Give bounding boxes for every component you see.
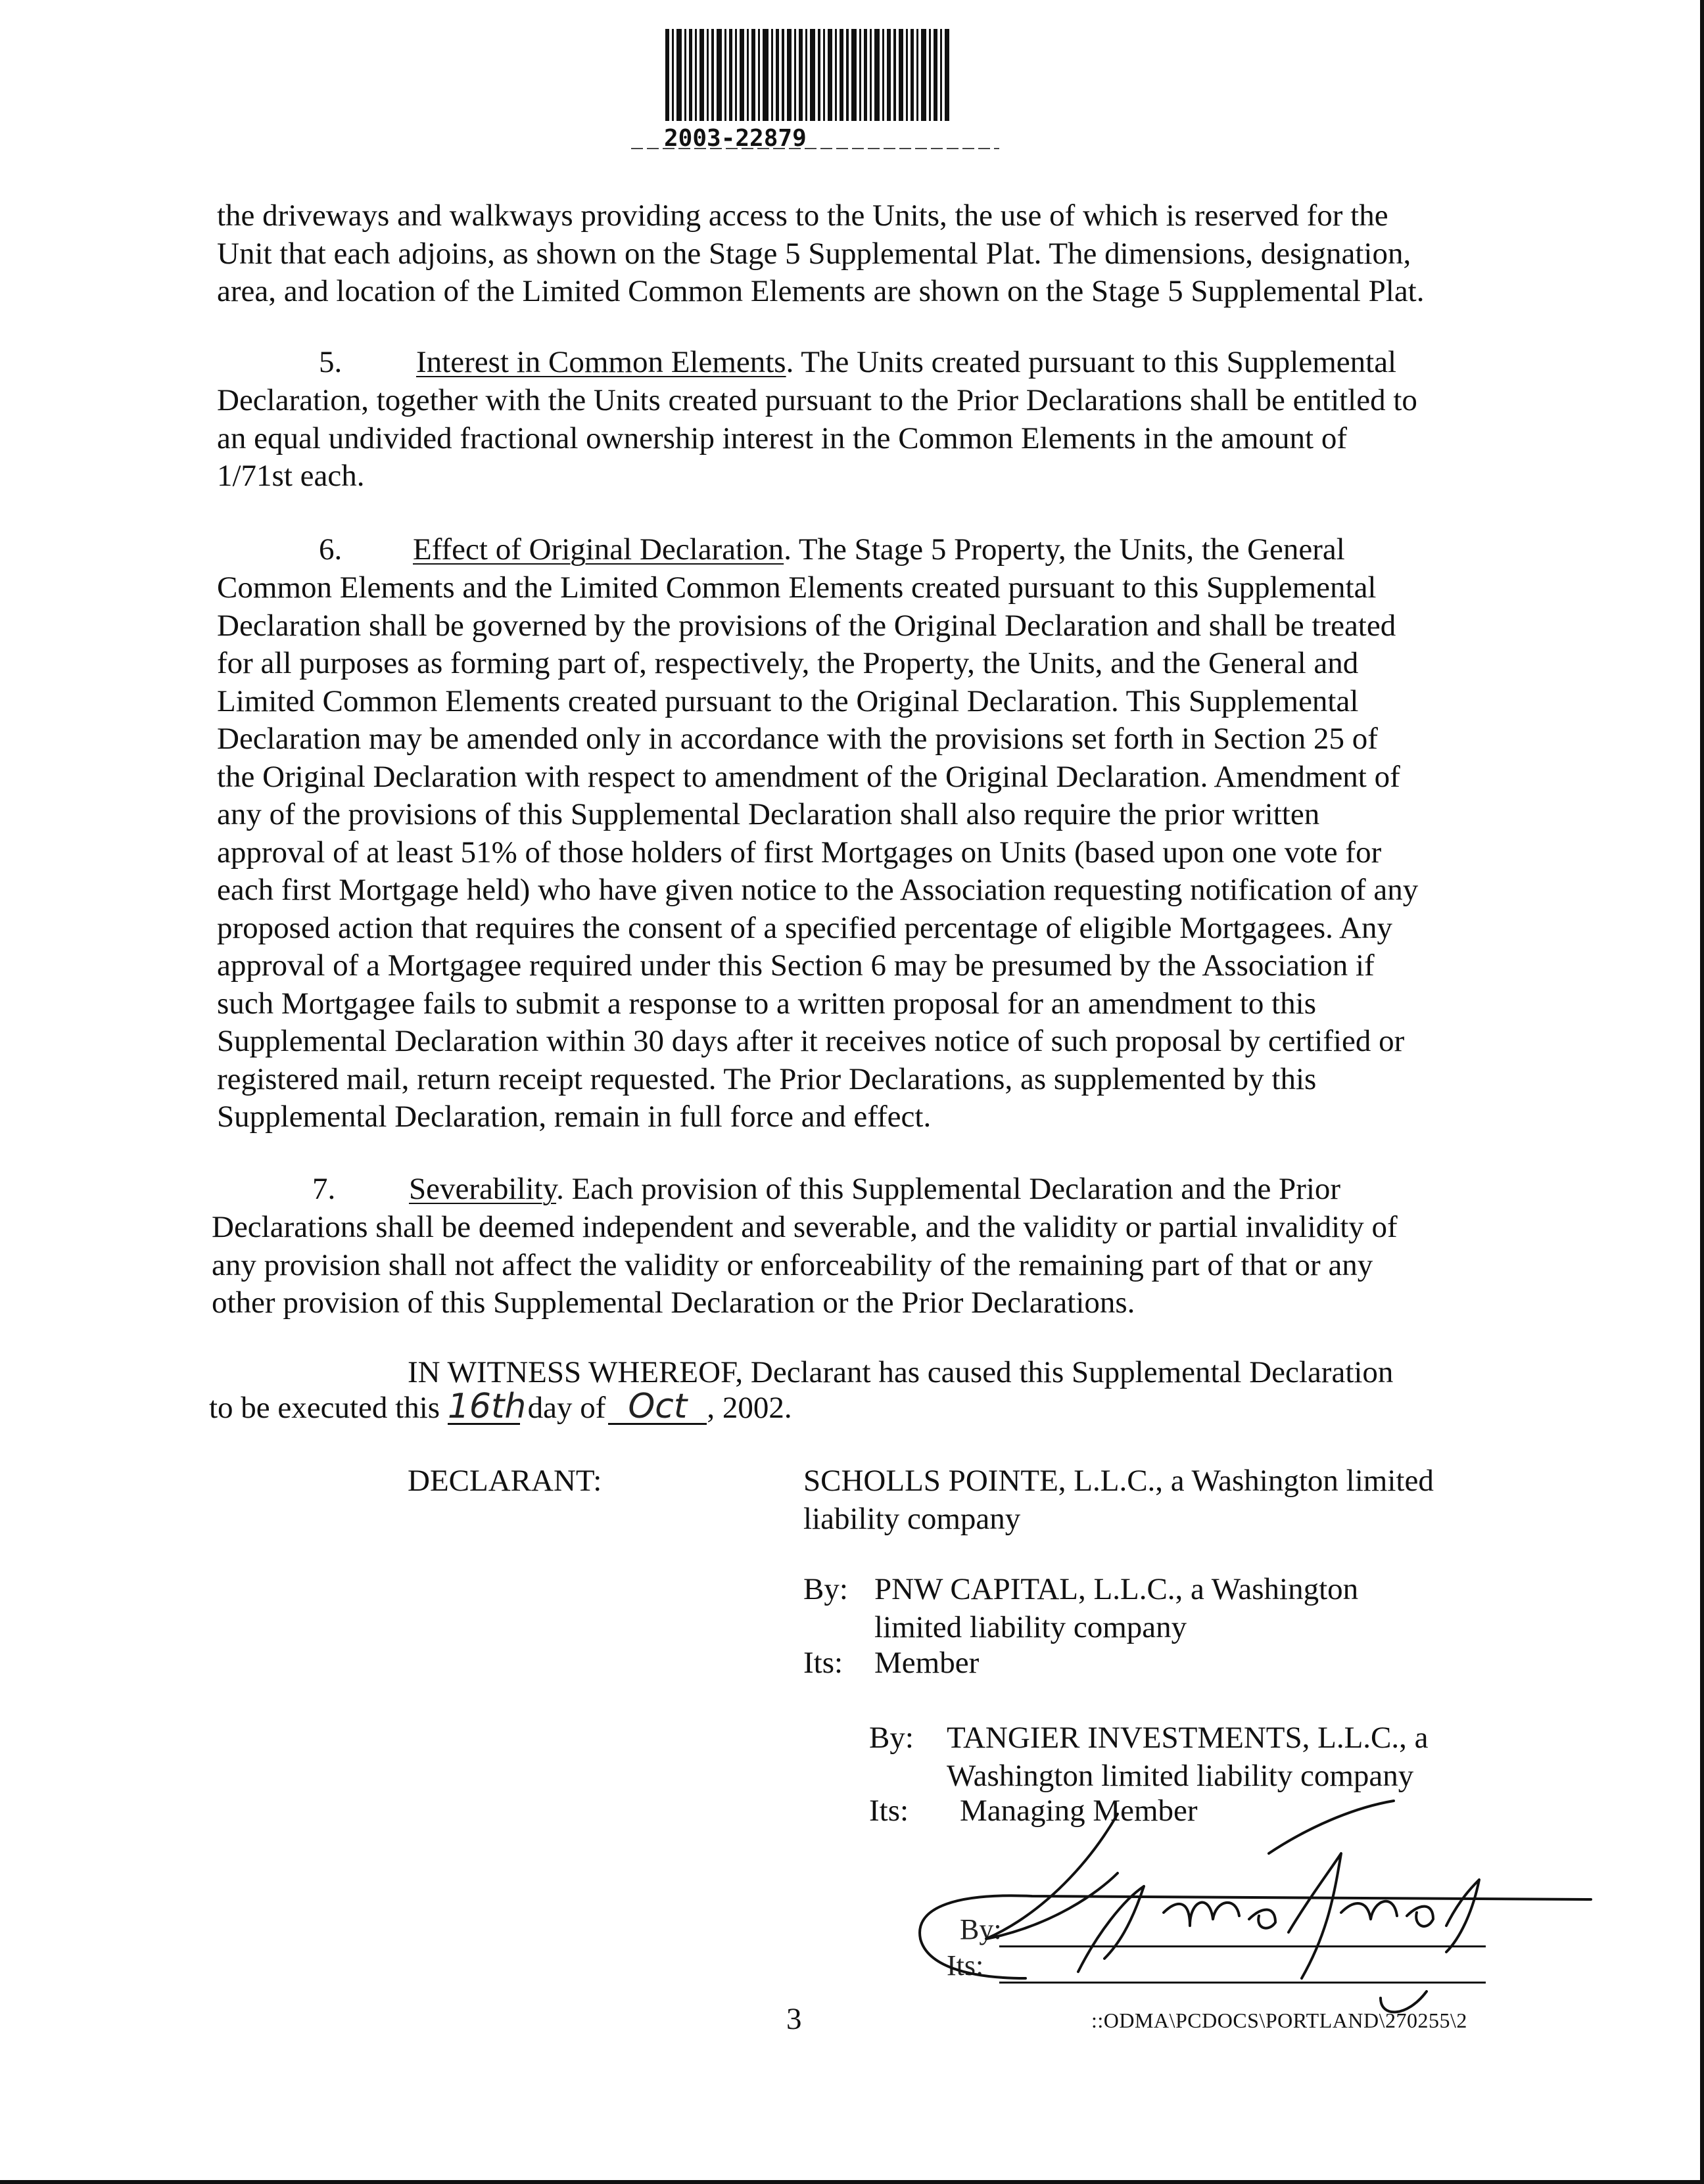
section-6-first-line: [413, 531, 1345, 569]
section-7-first-line: [409, 1171, 1340, 1209]
barcode-image: [657, 26, 960, 125]
text-line: other provision of this Supplemental Declaration or the Prior Declarations.: [212, 1286, 1135, 1320]
witness-suffix: , 2002.: [707, 1391, 792, 1425]
section-7-first-line-rest: . Each provision of this Supplemental Declaration and the Prior: [556, 1172, 1341, 1206]
section-7-paragraph: [212, 1209, 1398, 1322]
text-line: any of the provisions of this Supplemental Declaration shall also require the prior written: [217, 797, 1320, 831]
its2-label: Its:: [869, 1794, 909, 1828]
text-line: Supplemental Declaration, remain in full force and effect.: [217, 1100, 932, 1134]
handwritten-signature: [881, 1781, 1604, 2031]
text-line: Supplemental Declaration within 30 days after it receives notice of such proposal by certified or: [217, 1024, 1405, 1058]
text-line: Declaration shall be governed by the provisions of the Original Declaration and shall be treated: [217, 608, 1396, 643]
section-7-number: 7.: [312, 1172, 336, 1206]
section-6-number: 6.: [319, 532, 343, 567]
text-line: PNW CAPITAL, L.L.C., a Washington: [874, 1572, 1359, 1606]
witness-middle: day of: [527, 1391, 606, 1425]
sig-its-label: Its:: [947, 1949, 984, 1982]
handwritten-month: Oct: [608, 1390, 707, 1425]
its1-value: Member: [874, 1646, 980, 1680]
text-line: Unit that each adjoins, as shown on the Stage 5 Supplemental Plat. The dimensions, designation,: [217, 236, 1411, 271]
text-line: any provision shall not affect the validity or enforceability of the remaining part of that or any: [212, 1247, 1373, 1282]
section-6-paragraph: [217, 569, 1418, 1136]
text-line: an equal undivided fractional ownership interest in the Common Elements in the amount of: [217, 421, 1348, 455]
text-line: Declarations shall be deemed independent and severable, and the validity or partial invalidity of: [212, 1210, 1398, 1244]
witness-prefix: to be executed this: [209, 1391, 440, 1425]
text-line: Common Elements and the Limited Common Elements created pursuant to this Supplemental: [217, 570, 1377, 605]
section-7-heading: Severability: [409, 1172, 557, 1206]
text-line: for all purposes as forming part of, respectively, the Property, the Units, and the General and: [217, 646, 1359, 680]
section-6-heading: Effect of Original Declaration: [413, 532, 784, 567]
section-5-heading: Interest in Common Elements: [416, 345, 786, 379]
witness-line-2: [209, 1389, 792, 1428]
by1-label: By:: [803, 1572, 848, 1606]
barcode-number: 2003-22879: [664, 125, 807, 152]
text-line: TANGIER INVESTMENTS, L.L.C., a: [947, 1721, 1429, 1755]
barcode-underline: [631, 146, 999, 151]
text-line: SCHOLLS POINTE, L.L.C., a Washington limited: [803, 1464, 1434, 1498]
witness-line-1: IN WITNESS WHEREOF, Declarant has caused this Supplemental Declaration: [408, 1355, 1394, 1389]
text-line: liability company: [803, 1501, 1021, 1536]
text-line: limited liability company: [874, 1610, 1187, 1644]
declarant-label: DECLARANT:: [408, 1464, 602, 1498]
text-line: Declaration, together with the Units created pursuant to the Prior Declarations shall be entitled to: [217, 383, 1417, 417]
declarant-entity: [803, 1462, 1434, 1538]
text-line: the driveways and walkways providing access to the Units, the use of which is reserved for the: [217, 198, 1388, 233]
section-6-first-line-rest: . The Stage 5 Property, the Units, the General: [784, 532, 1345, 567]
text-line: registered mail, return receipt requested. The Prior Declarations, as supplemented by this: [217, 1061, 1317, 1096]
its2-value: Managing Member: [960, 1794, 1198, 1828]
text-line: Limited Common Elements created pursuant to the Original Declaration. This Supplemental: [217, 684, 1359, 718]
text-line: each first Mortgage held) who have given notice to the Association requesting notification of any: [217, 873, 1419, 907]
by1-entity: [874, 1571, 1358, 1646]
text-line: Declaration may be amended only in accordance with the provisions set forth in Section 25 of: [217, 722, 1378, 756]
by2-label: By:: [869, 1721, 914, 1755]
text-line: Washington limited liability company: [947, 1758, 1414, 1793]
text-line: proposed action that requires the consent of a specified percentage of eligible Mortgagees. Any: [217, 910, 1392, 945]
text-line: area, and location of the Limited Common Elements are shown on the Stage 5 Supplemental Plat.: [217, 274, 1425, 308]
text-line: such Mortgagee fails to submit a response to a written proposal for an amendment to this: [217, 986, 1317, 1021]
intro-paragraph: [217, 197, 1425, 311]
text-line: approval of a Mortgagee required under this Section 6 may be presumed by the Association if: [217, 948, 1375, 983]
its1-label: Its:: [803, 1646, 843, 1680]
sig-by-label: By:: [960, 1913, 1002, 1945]
handwritten-day: 16th: [447, 1387, 527, 1426]
section-5-first-line-rest: . The Units created pursuant to this Supplemental: [786, 345, 1397, 379]
document-path: ::ODMA\PCDOCS\PORTLAND\270255\2: [1091, 2009, 1467, 2032]
signature-area: [881, 1781, 1604, 2031]
section-5-paragraph: [217, 382, 1417, 496]
text-line: the Original Declaration with respect to amendment of the Original Declaration. Amendment of: [217, 759, 1400, 794]
page-number: 3: [786, 2002, 802, 2036]
text-line: 1/71st each.: [217, 459, 365, 493]
section-5-first-line: [416, 344, 1396, 382]
text-line: approval of at least 51% of those holders of first Mortgages on Units (based upon one vote for: [217, 835, 1382, 870]
section-5-number: 5.: [319, 345, 343, 379]
